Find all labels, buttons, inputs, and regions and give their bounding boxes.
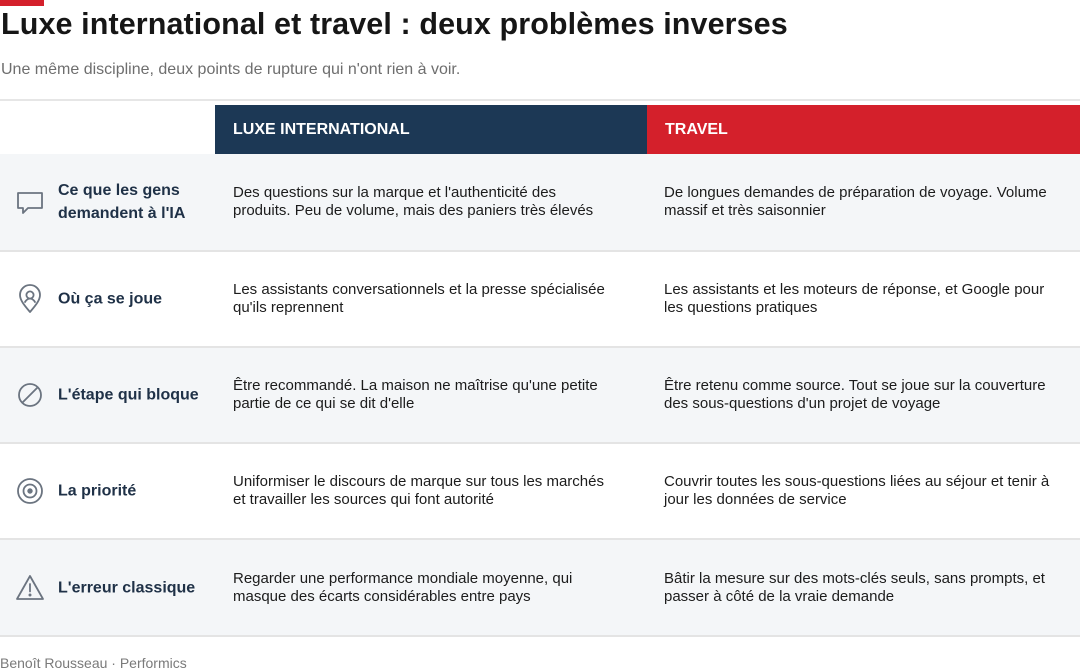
footer-credit: Benoît Rousseau · Performics <box>0 655 187 671</box>
column-header-luxe: LUXE INTERNATIONAL <box>215 105 647 154</box>
travel-cell: Couvrir toutes les sous-questions liées au séjour et tenir à jour les données de service <box>664 473 1050 508</box>
travel-cell: Être retenu comme source. Tout se joue sur la couverture des sous-questions d'un projet de voyage <box>664 377 1046 412</box>
target-icon <box>14 475 46 507</box>
table-row <box>0 252 1080 348</box>
row-label-cell <box>0 444 215 538</box>
luxe-cell: Uniformiser le discours de marque sur tous les marchés et travailler les sources qui font autorité <box>233 473 604 508</box>
blocked-circle-icon <box>14 379 46 411</box>
luxe-cell: Regarder une performance mondiale moyenne, qui masque des écarts considérables entre pays <box>233 569 573 605</box>
luxe-cell: Des questions sur la marque et l'authenticité des produits. Peu de volume, mais des paniers très élevés <box>233 184 594 219</box>
accent-bar <box>0 0 44 6</box>
travel-cell: Les assistants et les moteurs de réponse, et Google pour les questions pratiques <box>664 281 1045 316</box>
column-header-travel: TRAVEL <box>647 105 1080 154</box>
row-label: L'erreur classique <box>58 579 196 596</box>
row-label: Ce que les gens demandent à l'IA <box>58 182 186 222</box>
top-divider <box>0 99 1080 101</box>
row-label-cell <box>0 252 215 346</box>
row-label-cell <box>0 540 215 635</box>
row-label-cell <box>0 154 215 250</box>
travel-cell: De longues demandes de préparation de voyage. Volume massif et très saisonnier <box>664 184 1047 219</box>
row-label: Où ça se joue <box>58 290 163 308</box>
table-row <box>0 540 1080 637</box>
row-label-cell <box>0 348 215 442</box>
page-subtitle: Une même discipline, deux points de rupture qui n'ont rien à voir. <box>1 61 461 78</box>
speech-bubble-icon <box>14 186 46 218</box>
row-label: La priorité <box>58 482 137 500</box>
table-row <box>0 444 1080 540</box>
location-pin-icon <box>14 283 46 315</box>
table-row <box>0 154 1080 252</box>
page-title: Luxe international et travel : deux problèmes inverses <box>1 7 788 41</box>
luxe-cell: Les assistants conversationnels et la presse spécialisée qu'ils reprennent <box>233 281 605 316</box>
luxe-cell: Être recommandé. La maison ne maîtrise qu'une petite partie de ce qui se dit d'elle <box>233 377 598 412</box>
row-label: L'étape qui bloque <box>58 386 199 404</box>
warning-triangle-icon <box>14 572 46 604</box>
table-row <box>0 348 1080 444</box>
travel-cell: Bâtir la mesure sur des mots-clés seuls, sans prompts, et passer à côté de la vraie demande <box>664 569 1045 605</box>
